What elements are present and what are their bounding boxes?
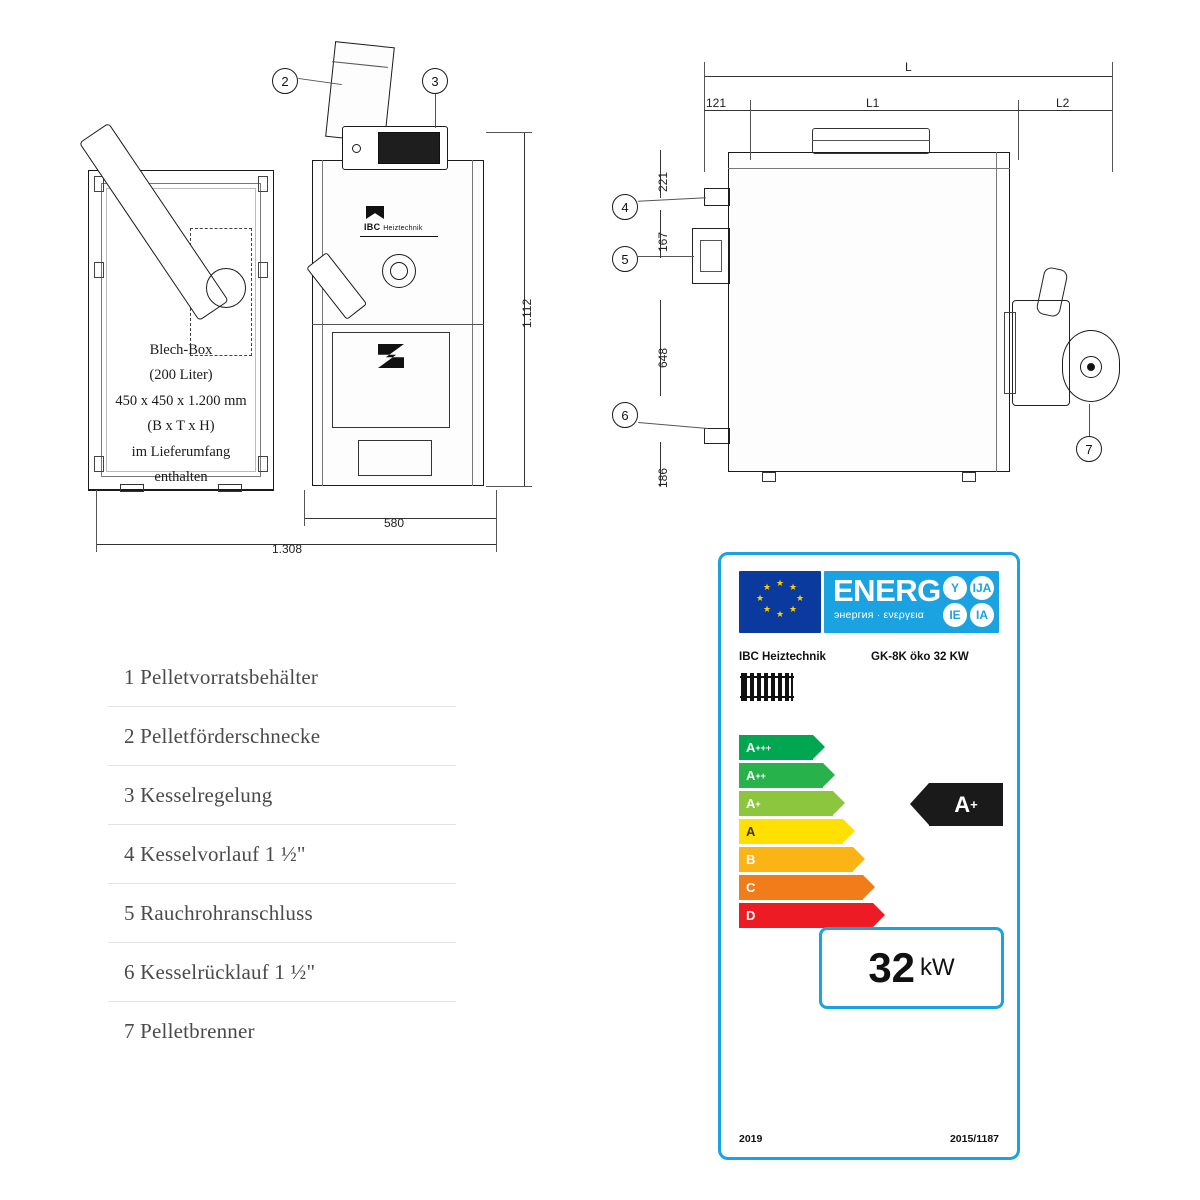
dim-height-label: 1.112 (520, 298, 534, 328)
legend-item-4: 4 Kesselvorlauf 1 ½" (108, 825, 456, 884)
radiator-icon (741, 673, 793, 701)
dim-L2-line (1018, 110, 1112, 111)
boiler-foot-left (762, 472, 776, 482)
power-unit: kW (920, 954, 955, 981)
dim-121-label: 121 (706, 96, 727, 110)
scale-sup-a1: + (755, 798, 761, 809)
scale-label-a3: A (746, 740, 756, 755)
flue-connection-inner (700, 240, 722, 272)
energy-label-regulation: 2015/1187 (949, 1133, 999, 1145)
dim-L-ext-right (1112, 62, 1113, 172)
scale-label-c: C (746, 880, 756, 895)
dim-221-label: 221 (656, 171, 670, 192)
scale-row-a3 (739, 735, 929, 760)
callout-6: 6 (612, 402, 638, 428)
burner-flange-inner (390, 262, 408, 280)
burner-bracket (1004, 312, 1016, 394)
callout-4: 4 (612, 194, 638, 220)
energ-bubble-ia: IA (970, 603, 994, 627)
cabinet-bracket-tr (258, 176, 268, 192)
scale-label-a1: A (746, 796, 756, 811)
legend-item-3: 3 Kesselregelung (108, 766, 456, 825)
boiler-body-side (728, 152, 1010, 472)
boiler-body-front (312, 160, 484, 486)
scale-row-a1 (739, 791, 929, 816)
callout-3: 3 (422, 68, 448, 94)
dim-L-label: L (905, 60, 912, 74)
rating-badge (929, 783, 1003, 826)
burner-fan-center (1087, 363, 1095, 371)
scale-label-d: D (746, 908, 756, 923)
return-connection-port (704, 428, 730, 444)
energ-banner (824, 571, 999, 633)
auger-end-cap (206, 268, 246, 308)
hopper-note-line-5: im Lieferumfang (131, 443, 231, 460)
scale-label-a: A (746, 824, 756, 839)
dim-121-line (704, 110, 750, 111)
scale-row-b (739, 847, 929, 872)
energ-bubble-ija: IJA (970, 576, 994, 600)
scale-row-a (739, 819, 929, 844)
dim-1308-ext-right (496, 490, 497, 552)
hopper-note-line-1: Blech-Box (149, 342, 213, 358)
dim-186-label: 186 (656, 467, 670, 488)
callout-3-leader (435, 94, 436, 128)
hopper-note-line-6: enthalten (154, 468, 208, 485)
dim-167-label: 167 (656, 231, 670, 252)
boiler-front-split (312, 324, 484, 325)
scale-row-c (739, 875, 929, 900)
boiler-top-cover (812, 128, 930, 154)
energ-bubble-y: Y (943, 576, 967, 600)
dim-1308-label: 1.308 (272, 542, 303, 556)
scale-sup-a2: ++ (755, 770, 766, 781)
energ-subtitle: энергия · ενεργεια (834, 609, 925, 621)
callout-6-leader (638, 422, 708, 429)
dim-648-label: 648 (656, 347, 670, 368)
dim-580-ext-left (304, 490, 305, 526)
legend-item-1: 1 Pelletvorratsbehälter (108, 648, 456, 707)
scale-row-a2 (739, 763, 929, 788)
dim-L1-ext (750, 100, 751, 160)
flow-connection-port (704, 188, 730, 206)
energy-label-model: GK-8K öko 32 KW (871, 651, 969, 663)
power-value: 32 (868, 944, 916, 991)
energ-bubble-ie: IE (943, 603, 967, 627)
ibc-logo: IBC Heiztechnik (364, 222, 423, 232)
scale-sup-a3: +++ (755, 742, 772, 753)
callout-4-leader (638, 197, 706, 202)
callout-2: 2 (272, 68, 298, 94)
boiler-foot-right (962, 472, 976, 482)
scale-label-a2: A (746, 768, 756, 783)
energy-label-brand: IBC Heiztechnik (739, 651, 826, 663)
dim-L-line (704, 76, 1112, 77)
eu-flag-icon: ★ ★ ★ ★ ★ ★ ★ ★ (739, 571, 821, 633)
power-output-box (819, 927, 1004, 1009)
rating-letter: A (954, 791, 971, 817)
legend-item-7: 7 Pelletbrenner (124, 1019, 255, 1043)
boiler-side-inner-right (996, 152, 997, 472)
efficiency-scale (739, 735, 929, 931)
controller-display (378, 132, 440, 164)
callout-7: 7 (1076, 436, 1102, 462)
energ-bubble-group (943, 576, 994, 627)
dim-height-ext-bottom (486, 486, 532, 487)
energy-label-year: 2019 (739, 1133, 763, 1145)
rating-sup: + (970, 797, 978, 812)
scale-label-b: B (746, 852, 756, 867)
hopper-note-line-3: 450 x 450 x 1.200 mm (115, 392, 247, 409)
boiler-front-edge-right (472, 160, 473, 486)
dim-1308-ext-left (96, 490, 97, 552)
cabinet-bracket-mr (258, 262, 268, 278)
dim-L2-ext (1018, 100, 1019, 160)
legend-item-5: 5 Rauchrohranschluss (108, 884, 456, 943)
legend-item-6: 6 Kesselrücklauf 1 ½" (108, 943, 456, 1002)
burner-body (1012, 300, 1070, 406)
legend-list (108, 648, 456, 1060)
dim-L2-label: L2 (1056, 96, 1070, 110)
callout-5: 5 (612, 246, 638, 272)
boiler-ash-door (358, 440, 432, 476)
hopper-note-line-4: (B x T x H) (147, 418, 215, 435)
scale-row-d (739, 903, 929, 928)
hopper-note-line-2: (200 Liter) (149, 367, 213, 384)
boiler-front-edge-left (322, 160, 323, 486)
energy-label-header (739, 571, 999, 633)
boiler-side-top-inner (728, 168, 1010, 169)
energy-label (718, 552, 1020, 1160)
dim-height-ext-top (486, 132, 532, 133)
dim-L1-line (750, 110, 1018, 111)
controller-knob (352, 144, 361, 153)
hopper-note (76, 338, 286, 490)
energ-title: ENERG (833, 573, 941, 608)
callout-5-leader (638, 256, 694, 257)
cabinet-bracket-ml (94, 262, 104, 278)
dim-L-ext-left (704, 62, 705, 172)
dim-580-label: 580 (384, 516, 405, 530)
legend-item-2: 2 Pelletförderschnecke (108, 707, 456, 766)
boiler-top-cover-line (812, 140, 930, 141)
callout-7-leader (1089, 404, 1090, 436)
dim-L1-label: L1 (866, 96, 880, 110)
ibc-logo-underline (360, 236, 438, 237)
